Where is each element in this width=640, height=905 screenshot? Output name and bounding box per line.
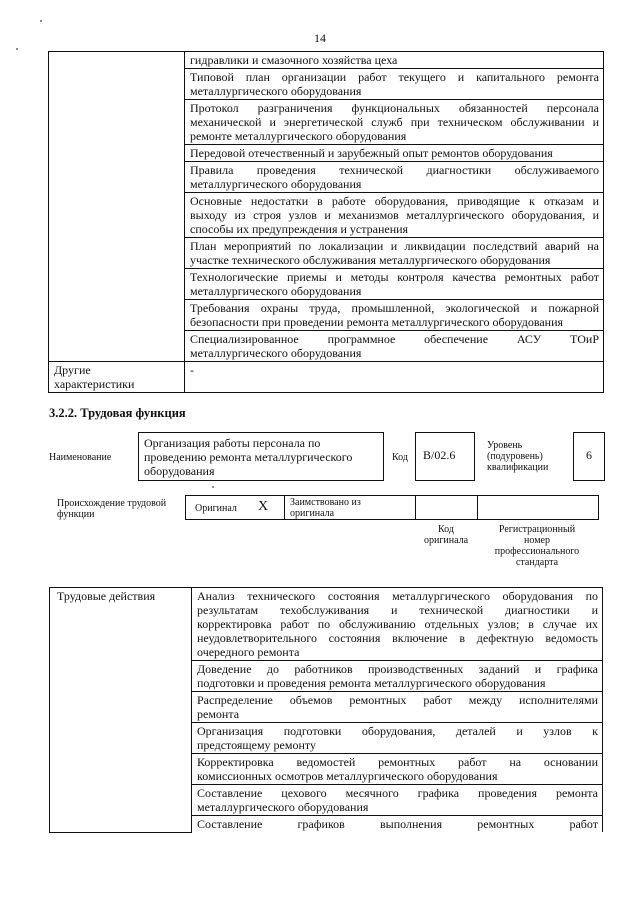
line: металлургического оборудования [197, 800, 369, 814]
labor-action-item [192, 661, 603, 692]
qualification-level-label [487, 440, 548, 473]
line: (подуровень) [487, 451, 543, 462]
line: Код [438, 524, 454, 535]
function-name-box [138, 432, 384, 481]
scan-speck [40, 20, 42, 22]
line: Правила проведения технической диагностики обслуживаемого [190, 163, 599, 177]
line: Заимствовано из [290, 497, 361, 508]
line: очередного ремонта [197, 645, 300, 659]
name-label: Наименование [49, 452, 112, 463]
scan-speck [212, 486, 214, 488]
line: результатам техобслуживания и технической диагностики и [197, 603, 598, 617]
borrowed-cell [284, 496, 416, 519]
knowledge-item [185, 269, 604, 300]
line: оригинала [290, 508, 335, 519]
knowledge-item [185, 100, 604, 145]
code-value-box [415, 432, 475, 481]
line: корректировка работ по обслуживанию отдельных узлов; в случае их [197, 617, 598, 631]
labor-action-item [192, 723, 603, 754]
line: Передовой отечественный и зарубежный опыт ремонтов оборудования [190, 146, 553, 160]
line: Требования охраны труда, промышленной, экологической и пожарной [190, 301, 599, 315]
line: Технологические приемы и методы контроля качества ремонтных работ [190, 270, 599, 284]
line: безопасности при проведении ремонта металлургического оборудования [190, 315, 564, 329]
line: комиссионных осмотров металлургического оборудования [197, 769, 498, 783]
original-label: Оригинал [195, 503, 237, 514]
line: Уровень [487, 440, 523, 451]
level-value: 6 [586, 448, 592, 462]
line: Протокол разграничения функциональных обязанностей персонала [190, 101, 599, 115]
line: Происхождение трудовой [57, 498, 167, 509]
other-characteristics-value: - [185, 362, 604, 393]
line: Организация работы персонала по [144, 436, 321, 450]
labor-action-item [192, 692, 603, 723]
line: Составление цехового месячного графика проведения ремонта [197, 786, 598, 800]
line: оборудования [144, 464, 215, 478]
line: Анализ технического состояния металлургического оборудования по [197, 589, 598, 603]
code-value: B/02.6 [423, 448, 456, 462]
knowledge-table [48, 51, 604, 393]
knowledge-item [185, 145, 604, 162]
line: Типовой план организации работ текущего и капитального ремонта [190, 70, 599, 84]
line: ремонте металлургического оборудования [190, 129, 407, 143]
origin-boxes [185, 495, 599, 520]
line: квалификации [487, 462, 549, 473]
labor-action-item [192, 588, 603, 661]
original-cell [186, 496, 285, 519]
line: номер [524, 535, 550, 546]
code-label: Код [392, 452, 408, 463]
line: металлургического оборудования [190, 284, 362, 298]
line: Специализированное программное обеспечение АСУ ТОиР [190, 332, 599, 346]
knowledge-item: гидравлики и смазочного хозяйства цеха [185, 52, 604, 69]
knowledge-item [185, 331, 604, 362]
origin-label [57, 498, 166, 520]
line: Другие [54, 363, 91, 377]
line: функции [57, 509, 95, 520]
line: Регистрационный [498, 524, 576, 535]
labor-action-item [192, 754, 603, 785]
line: проведению ремонта металлургического [144, 450, 353, 464]
knowledge-item [185, 300, 604, 331]
knowledge-item [185, 69, 604, 100]
original-mark: X [258, 499, 269, 514]
original-code-cell [416, 496, 478, 519]
line: Доведение до работников производственных заданий и графика [197, 662, 598, 676]
required-knowledge-label-cell [49, 52, 185, 362]
line: способы их предупреждения и устранения [190, 222, 409, 236]
line: Корректировка ведомостей ремонтных работ на основании [197, 755, 598, 769]
knowledge-item [185, 238, 604, 269]
line: участке технического обслуживания металлургического оборудования [190, 253, 551, 267]
knowledge-item [185, 162, 604, 193]
line: профессионального [494, 546, 580, 557]
labor-actions-label: Трудовые действия [50, 588, 192, 833]
labor-action-item [192, 785, 603, 816]
section-heading: 3.2.2. Трудовая функция [49, 406, 186, 420]
labor-actions-table [49, 587, 603, 833]
line: механической и энергетической служб при техническом обслуживании и [190, 115, 599, 129]
level-value-box [573, 432, 605, 481]
original-code-caption [415, 524, 477, 546]
registration-number-cell [477, 496, 598, 519]
line: предстоящему ремонту [197, 738, 316, 752]
line: План мероприятий по локализации и ликвидации последствий аварий на [190, 239, 599, 253]
line: оригинала [423, 535, 469, 546]
page-number: 14 [314, 31, 326, 45]
line: ремонта [197, 707, 240, 721]
scan-speck [16, 48, 18, 50]
line: Распределение объемов ремонтных работ между исполнителями [197, 693, 598, 707]
line: Организация подготовки оборудования, деталей и узлов к [197, 724, 598, 738]
registration-number-caption [476, 524, 598, 568]
knowledge-item [185, 193, 604, 238]
other-characteristics-label [49, 362, 185, 393]
line: Основные недостатки в работе оборудования, приводящие к отказам и [190, 194, 599, 208]
line: характеристики [54, 377, 135, 391]
line: металлургического оборудования [190, 84, 362, 98]
line: Составление графиков выполнения ремонтных работ [197, 817, 598, 831]
line: металлургического оборудования [190, 177, 362, 191]
line: выходу из строя узлов и механизмов металлургического оборудования, и [190, 208, 599, 222]
line: неудовлетворительного состояния включение в дефектную ведомость [197, 631, 598, 645]
labor-action-item [192, 816, 603, 833]
line: металлургического оборудования [190, 346, 362, 360]
line: стандарта [515, 557, 559, 568]
line: подготовки и проведения ремонта металлургического оборудования [197, 676, 546, 690]
